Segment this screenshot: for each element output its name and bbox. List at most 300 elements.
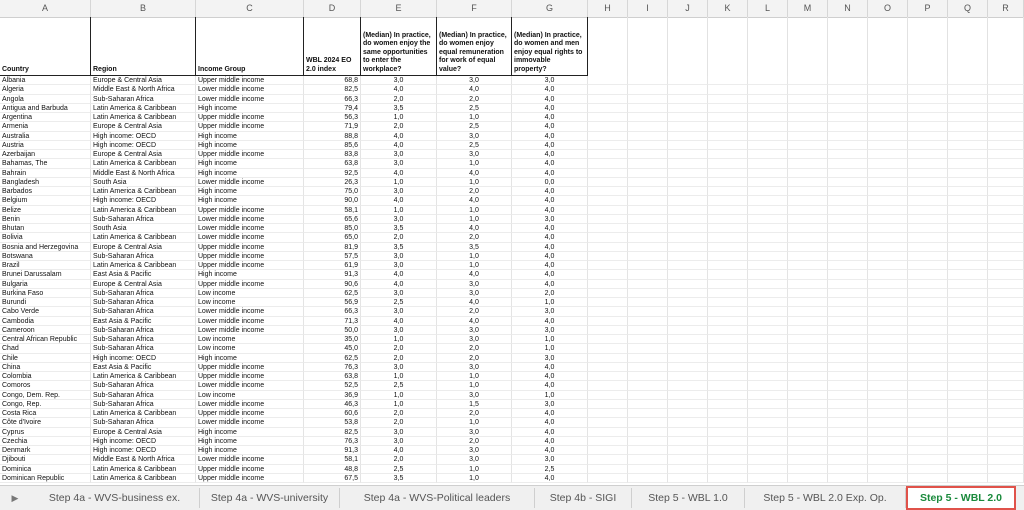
empty-cell[interactable]	[628, 85, 668, 94]
empty-cell[interactable]	[668, 132, 708, 141]
empty-cell[interactable]	[948, 76, 988, 85]
empty-cell[interactable]	[948, 113, 988, 122]
cell-enter-workplace[interactable]: 3,0	[361, 428, 437, 437]
empty-cell[interactable]	[748, 381, 788, 390]
empty-cell[interactable]	[708, 280, 748, 289]
empty-cell[interactable]	[748, 326, 788, 335]
cell-enter-workplace[interactable]: 3,0	[361, 363, 437, 372]
empty-cell[interactable]	[948, 206, 988, 215]
column-letter-f[interactable]: F	[437, 0, 512, 17]
cell-immovable-property[interactable]: 4,0	[512, 372, 588, 381]
cell-income-group[interactable]: Lower middle income	[196, 418, 304, 427]
cell-country[interactable]: Congo, Rep.	[0, 400, 91, 409]
empty-cell[interactable]	[948, 104, 988, 113]
cell-immovable-property[interactable]: 0,0	[512, 178, 588, 187]
empty-cell[interactable]	[828, 122, 868, 131]
cell-wbl-index[interactable]: 71,3	[304, 317, 361, 326]
empty-cell[interactable]	[948, 159, 988, 168]
empty-cell[interactable]	[788, 243, 828, 252]
empty-cell[interactable]	[628, 400, 668, 409]
table-row[interactable]	[0, 372, 1024, 381]
empty-cell[interactable]	[788, 344, 828, 353]
cell-region[interactable]: Latin America & Caribbean	[91, 113, 196, 122]
empty-cell[interactable]	[628, 289, 668, 298]
empty-cell[interactable]	[828, 104, 868, 113]
empty-cell[interactable]	[988, 215, 1024, 224]
empty-cell[interactable]	[828, 85, 868, 94]
column-letter-o[interactable]: O	[868, 0, 908, 17]
cell-enter-workplace[interactable]: 1,0	[361, 113, 437, 122]
empty-cell[interactable]	[588, 169, 628, 178]
cell-region[interactable]: Latin America & Caribbean	[91, 372, 196, 381]
empty-cell[interactable]	[628, 298, 668, 307]
empty-cell[interactable]	[748, 178, 788, 187]
cell-immovable-property[interactable]: 4,0	[512, 233, 588, 242]
sheet-tab-7[interactable]: Step 5 - WBL 2.0	[906, 486, 1016, 510]
empty-cell[interactable]	[628, 446, 668, 455]
empty-cell[interactable]	[668, 363, 708, 372]
cell-income-group[interactable]: High income	[196, 354, 304, 363]
cell-country[interactable]: Congo, Dem. Rep.	[0, 391, 91, 400]
empty-cell[interactable]	[668, 428, 708, 437]
empty-cell[interactable]	[988, 391, 1024, 400]
empty-cell[interactable]	[988, 344, 1024, 353]
cell-wbl-index[interactable]: 91,3	[304, 446, 361, 455]
cell-immovable-property[interactable]: 4,0	[512, 206, 588, 215]
cell-equal-remuneration[interactable]: 1,0	[437, 252, 512, 261]
empty-cell[interactable]	[668, 381, 708, 390]
empty-cell[interactable]	[828, 224, 868, 233]
column-letter-m[interactable]: M	[788, 0, 828, 17]
cell-wbl-index[interactable]: 65,6	[304, 215, 361, 224]
empty-cell[interactable]	[788, 354, 828, 363]
empty-cell[interactable]	[908, 326, 948, 335]
empty-cell[interactable]	[588, 270, 628, 279]
cell-income-group[interactable]: Upper middle income	[196, 252, 304, 261]
cell-income-group[interactable]: Upper middle income	[196, 243, 304, 252]
table-row[interactable]	[0, 307, 1024, 316]
empty-cell[interactable]	[708, 428, 748, 437]
cell-region[interactable]: Europe & Central Asia	[91, 428, 196, 437]
empty-cell[interactable]	[948, 326, 988, 335]
empty-cell[interactable]	[748, 95, 788, 104]
cell-immovable-property[interactable]: 4,0	[512, 446, 588, 455]
table-row[interactable]	[0, 261, 1024, 270]
cell-equal-remuneration[interactable]: 3,5	[437, 243, 512, 252]
column-letter-c[interactable]: C	[196, 0, 304, 17]
empty-cell[interactable]	[988, 233, 1024, 242]
empty-cell[interactable]	[908, 187, 948, 196]
cell-equal-remuneration[interactable]: 3,0	[437, 391, 512, 400]
sheet-tab-1[interactable]: Step 4a - WVS-business ex.	[30, 488, 200, 508]
empty-cell[interactable]	[588, 418, 628, 427]
cell-enter-workplace[interactable]: 4,0	[361, 132, 437, 141]
empty-cell[interactable]	[748, 298, 788, 307]
header-region[interactable]	[91, 17, 196, 76]
table-row[interactable]	[0, 252, 1024, 261]
empty-cell[interactable]	[748, 104, 788, 113]
empty-cell[interactable]	[948, 233, 988, 242]
cell-country[interactable]: Cyprus	[0, 428, 91, 437]
cell-wbl-index[interactable]: 91,3	[304, 270, 361, 279]
empty-cell[interactable]	[828, 252, 868, 261]
empty-cell[interactable]	[628, 372, 668, 381]
cell-wbl-index[interactable]: 58,1	[304, 455, 361, 464]
cell-region[interactable]: Sub-Saharan Africa	[91, 215, 196, 224]
cell-equal-remuneration[interactable]: 3,0	[437, 363, 512, 372]
empty-cell[interactable]	[908, 437, 948, 446]
cell-income-group[interactable]: Upper middle income	[196, 409, 304, 418]
empty-cell[interactable]	[708, 150, 748, 159]
cell-immovable-property[interactable]: 2,0	[512, 289, 588, 298]
cell-region[interactable]: Middle East & North Africa	[91, 85, 196, 94]
empty-cell[interactable]	[628, 224, 668, 233]
empty-cell[interactable]	[628, 270, 668, 279]
empty-cell[interactable]	[908, 428, 948, 437]
empty-cell[interactable]	[908, 243, 948, 252]
empty-cell[interactable]	[908, 409, 948, 418]
empty-cell[interactable]	[788, 159, 828, 168]
empty-cell[interactable]	[868, 95, 908, 104]
empty-cell[interactable]	[628, 437, 668, 446]
cell-country[interactable]: Botswana	[0, 252, 91, 261]
cell-country[interactable]: Azerbaijan	[0, 150, 91, 159]
cell-country[interactable]: Burkina Faso	[0, 289, 91, 298]
empty-cell[interactable]	[868, 335, 908, 344]
empty-cell[interactable]	[788, 215, 828, 224]
empty-cell[interactable]	[708, 206, 748, 215]
cell-immovable-property[interactable]: 4,0	[512, 132, 588, 141]
empty-cell[interactable]	[868, 317, 908, 326]
empty-cell[interactable]	[668, 409, 708, 418]
table-row[interactable]	[0, 113, 1024, 122]
empty-cell[interactable]	[708, 76, 748, 85]
empty-cell[interactable]	[708, 113, 748, 122]
empty-cell[interactable]	[868, 270, 908, 279]
cell-income-group[interactable]: Upper middle income	[196, 474, 304, 483]
empty-cell[interactable]	[788, 280, 828, 289]
empty-cell[interactable]	[868, 409, 908, 418]
empty-header-cell[interactable]	[708, 17, 748, 76]
empty-cell[interactable]	[828, 317, 868, 326]
cell-wbl-index[interactable]: 68,8	[304, 76, 361, 85]
empty-cell[interactable]	[708, 344, 748, 353]
column-letter-p[interactable]: P	[908, 0, 948, 17]
empty-cell[interactable]	[988, 289, 1024, 298]
cell-immovable-property[interactable]: 4,0	[512, 187, 588, 196]
table-row[interactable]	[0, 169, 1024, 178]
empty-cell[interactable]	[828, 187, 868, 196]
cell-region[interactable]: South Asia	[91, 224, 196, 233]
empty-cell[interactable]	[908, 104, 948, 113]
cell-country[interactable]: Cabo Verde	[0, 307, 91, 316]
cell-income-group[interactable]: Lower middle income	[196, 455, 304, 464]
empty-cell[interactable]	[948, 317, 988, 326]
cell-immovable-property[interactable]: 4,0	[512, 104, 588, 113]
cell-equal-remuneration[interactable]: 3,0	[437, 455, 512, 464]
empty-cell[interactable]	[788, 261, 828, 270]
cell-country[interactable]: Cameroon	[0, 326, 91, 335]
empty-cell[interactable]	[588, 298, 628, 307]
cell-wbl-index[interactable]: 76,3	[304, 363, 361, 372]
cell-enter-workplace[interactable]: 3,0	[361, 326, 437, 335]
empty-cell[interactable]	[748, 215, 788, 224]
empty-cell[interactable]	[948, 335, 988, 344]
cell-enter-workplace[interactable]: 3,0	[361, 187, 437, 196]
empty-cell[interactable]	[908, 76, 948, 85]
cell-region[interactable]: High income: OECD	[91, 196, 196, 205]
cell-income-group[interactable]: Lower middle income	[196, 400, 304, 409]
table-row[interactable]	[0, 95, 1024, 104]
cell-immovable-property[interactable]: 4,0	[512, 280, 588, 289]
cell-enter-workplace[interactable]: 4,0	[361, 141, 437, 150]
empty-cell[interactable]	[628, 354, 668, 363]
empty-cell[interactable]	[588, 76, 628, 85]
cell-enter-workplace[interactable]: 1,0	[361, 391, 437, 400]
table-row[interactable]	[0, 289, 1024, 298]
column-letter-g[interactable]: G	[512, 0, 588, 17]
cell-enter-workplace[interactable]: 3,0	[361, 289, 437, 298]
empty-cell[interactable]	[988, 317, 1024, 326]
cell-immovable-property[interactable]: 1,0	[512, 298, 588, 307]
table-row[interactable]	[0, 150, 1024, 159]
empty-cell[interactable]	[908, 270, 948, 279]
cell-region[interactable]: Sub-Saharan Africa	[91, 344, 196, 353]
empty-cell[interactable]	[748, 113, 788, 122]
cell-region[interactable]: Latin America & Caribbean	[91, 104, 196, 113]
cell-enter-workplace[interactable]: 4,0	[361, 270, 437, 279]
header-country[interactable]	[0, 17, 91, 76]
empty-cell[interactable]	[908, 132, 948, 141]
empty-cell[interactable]	[748, 344, 788, 353]
empty-cell[interactable]	[748, 76, 788, 85]
cell-immovable-property[interactable]: 4,0	[512, 169, 588, 178]
empty-cell[interactable]	[788, 224, 828, 233]
empty-cell[interactable]	[788, 418, 828, 427]
cell-immovable-property[interactable]: 4,0	[512, 270, 588, 279]
empty-cell[interactable]	[788, 381, 828, 390]
empty-cell[interactable]	[828, 344, 868, 353]
empty-cell[interactable]	[748, 196, 788, 205]
cell-income-group[interactable]: High income	[196, 437, 304, 446]
empty-cell[interactable]	[828, 381, 868, 390]
cell-region[interactable]: Europe & Central Asia	[91, 122, 196, 131]
cell-enter-workplace[interactable]: 3,0	[361, 437, 437, 446]
cell-equal-remuneration[interactable]: 2,0	[437, 187, 512, 196]
cell-region[interactable]: High income: OECD	[91, 437, 196, 446]
cell-equal-remuneration[interactable]: 2,5	[437, 141, 512, 150]
empty-cell[interactable]	[668, 178, 708, 187]
cell-equal-remuneration[interactable]: 3,0	[437, 76, 512, 85]
empty-cell[interactable]	[588, 252, 628, 261]
empty-cell[interactable]	[588, 474, 628, 483]
cell-income-group[interactable]: High income	[196, 196, 304, 205]
cell-region[interactable]: South Asia	[91, 178, 196, 187]
cell-country[interactable]: Algeria	[0, 85, 91, 94]
column-letter-h[interactable]: H	[588, 0, 628, 17]
empty-cell[interactable]	[868, 85, 908, 94]
empty-cell[interactable]	[748, 363, 788, 372]
empty-cell[interactable]	[748, 428, 788, 437]
empty-cell[interactable]	[828, 233, 868, 242]
sheet-tab-5[interactable]: Step 5 - WBL 1.0	[632, 488, 745, 508]
cell-region[interactable]: Sub-Saharan Africa	[91, 418, 196, 427]
empty-cell[interactable]	[748, 437, 788, 446]
empty-cell[interactable]	[908, 344, 948, 353]
cell-wbl-index[interactable]: 60,6	[304, 409, 361, 418]
cell-country[interactable]: Costa Rica	[0, 409, 91, 418]
empty-cell[interactable]	[788, 252, 828, 261]
empty-cell[interactable]	[748, 85, 788, 94]
empty-cell[interactable]	[948, 132, 988, 141]
empty-cell[interactable]	[668, 465, 708, 474]
empty-cell[interactable]	[628, 418, 668, 427]
cell-immovable-property[interactable]: 4,0	[512, 95, 588, 104]
empty-cell[interactable]	[708, 178, 748, 187]
empty-cell[interactable]	[788, 187, 828, 196]
empty-cell[interactable]	[668, 307, 708, 316]
empty-cell[interactable]	[628, 76, 668, 85]
cell-wbl-index[interactable]: 79,4	[304, 104, 361, 113]
cell-income-group[interactable]: Lower middle income	[196, 85, 304, 94]
table-row[interactable]	[0, 122, 1024, 131]
empty-cell[interactable]	[748, 455, 788, 464]
empty-cell[interactable]	[908, 224, 948, 233]
empty-cell[interactable]	[628, 122, 668, 131]
empty-cell[interactable]	[828, 307, 868, 316]
empty-cell[interactable]	[828, 95, 868, 104]
empty-cell[interactable]	[668, 243, 708, 252]
empty-header-cell[interactable]	[908, 17, 948, 76]
cell-country[interactable]: Bolivia	[0, 233, 91, 242]
empty-cell[interactable]	[668, 159, 708, 168]
cell-region[interactable]: Latin America & Caribbean	[91, 409, 196, 418]
cell-immovable-property[interactable]: 3,0	[512, 455, 588, 464]
empty-cell[interactable]	[748, 465, 788, 474]
empty-cell[interactable]	[628, 261, 668, 270]
empty-header-cell[interactable]	[628, 17, 668, 76]
empty-cell[interactable]	[868, 381, 908, 390]
empty-cell[interactable]	[988, 270, 1024, 279]
empty-cell[interactable]	[868, 326, 908, 335]
empty-cell[interactable]	[828, 206, 868, 215]
empty-cell[interactable]	[788, 178, 828, 187]
empty-cell[interactable]	[908, 391, 948, 400]
empty-cell[interactable]	[828, 372, 868, 381]
empty-cell[interactable]	[788, 76, 828, 85]
empty-cell[interactable]	[988, 372, 1024, 381]
cell-income-group[interactable]: Low income	[196, 344, 304, 353]
empty-cell[interactable]	[988, 243, 1024, 252]
cell-immovable-property[interactable]: 4,0	[512, 381, 588, 390]
empty-cell[interactable]	[788, 307, 828, 316]
cell-enter-workplace[interactable]: 3,5	[361, 243, 437, 252]
empty-cell[interactable]	[748, 270, 788, 279]
cell-country[interactable]: Belgium	[0, 196, 91, 205]
empty-cell[interactable]	[588, 196, 628, 205]
cell-immovable-property[interactable]: 1,0	[512, 335, 588, 344]
empty-cell[interactable]	[908, 280, 948, 289]
empty-cell[interactable]	[748, 169, 788, 178]
empty-cell[interactable]	[868, 363, 908, 372]
cell-equal-remuneration[interactable]: 3,0	[437, 132, 512, 141]
empty-cell[interactable]	[908, 372, 948, 381]
cell-income-group[interactable]: Lower middle income	[196, 215, 304, 224]
cell-income-group[interactable]: Upper middle income	[196, 465, 304, 474]
cell-country[interactable]: Côte d'Ivoire	[0, 418, 91, 427]
empty-cell[interactable]	[988, 206, 1024, 215]
empty-cell[interactable]	[868, 224, 908, 233]
cell-equal-remuneration[interactable]: 1,0	[437, 206, 512, 215]
empty-cell[interactable]	[628, 206, 668, 215]
empty-cell[interactable]	[988, 224, 1024, 233]
table-row[interactable]	[0, 132, 1024, 141]
empty-cell[interactable]	[908, 289, 948, 298]
cell-country[interactable]: Burundi	[0, 298, 91, 307]
empty-cell[interactable]	[708, 409, 748, 418]
cell-wbl-index[interactable]: 90,0	[304, 196, 361, 205]
empty-cell[interactable]	[668, 196, 708, 205]
empty-cell[interactable]	[708, 418, 748, 427]
cell-income-group[interactable]: Upper middle income	[196, 122, 304, 131]
empty-cell[interactable]	[948, 307, 988, 316]
empty-cell[interactable]	[948, 289, 988, 298]
cell-income-group[interactable]: Low income	[196, 289, 304, 298]
cell-wbl-index[interactable]: 62,5	[304, 289, 361, 298]
empty-cell[interactable]	[908, 206, 948, 215]
cell-immovable-property[interactable]: 4,0	[512, 317, 588, 326]
empty-cell[interactable]	[948, 252, 988, 261]
cell-enter-workplace[interactable]: 3,0	[361, 307, 437, 316]
empty-cell[interactable]	[628, 104, 668, 113]
empty-cell[interactable]	[748, 252, 788, 261]
empty-cell[interactable]	[748, 159, 788, 168]
cell-wbl-index[interactable]: 57,5	[304, 252, 361, 261]
empty-cell[interactable]	[708, 261, 748, 270]
empty-cell[interactable]	[868, 141, 908, 150]
empty-cell[interactable]	[868, 76, 908, 85]
empty-cell[interactable]	[868, 104, 908, 113]
empty-cell[interactable]	[588, 400, 628, 409]
empty-cell[interactable]	[908, 261, 948, 270]
cell-income-group[interactable]: High income	[196, 270, 304, 279]
cell-country[interactable]: Cambodia	[0, 317, 91, 326]
cell-enter-workplace[interactable]: 3,5	[361, 474, 437, 483]
cell-equal-remuneration[interactable]: 2,0	[437, 354, 512, 363]
empty-cell[interactable]	[788, 132, 828, 141]
cell-immovable-property[interactable]: 4,0	[512, 243, 588, 252]
empty-cell[interactable]	[708, 307, 748, 316]
empty-cell[interactable]	[708, 196, 748, 205]
empty-cell[interactable]	[828, 169, 868, 178]
cell-wbl-index[interactable]: 66,3	[304, 307, 361, 316]
cell-wbl-index[interactable]: 26,3	[304, 178, 361, 187]
empty-cell[interactable]	[828, 76, 868, 85]
cell-country[interactable]: Colombia	[0, 372, 91, 381]
empty-cell[interactable]	[988, 95, 1024, 104]
cell-enter-workplace[interactable]: 3,0	[361, 150, 437, 159]
empty-cell[interactable]	[908, 354, 948, 363]
empty-cell[interactable]	[948, 344, 988, 353]
cell-enter-workplace[interactable]: 1,0	[361, 206, 437, 215]
cell-country[interactable]: Brazil	[0, 261, 91, 270]
empty-cell[interactable]	[788, 391, 828, 400]
header-wbl-index[interactable]	[304, 17, 361, 76]
cell-country[interactable]: Albania	[0, 76, 91, 85]
empty-cell[interactable]	[668, 446, 708, 455]
empty-cell[interactable]	[828, 335, 868, 344]
table-row[interactable]	[0, 363, 1024, 372]
